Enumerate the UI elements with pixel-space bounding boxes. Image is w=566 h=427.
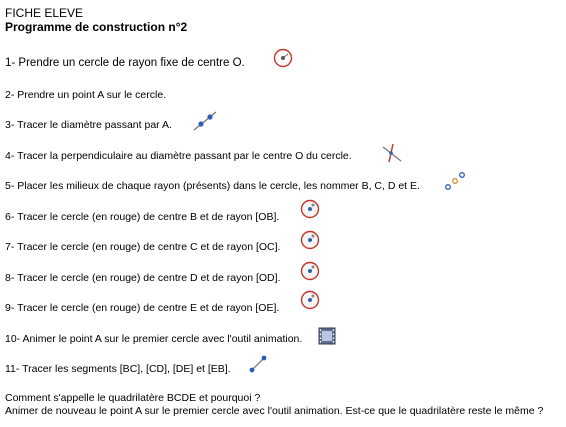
question-2: Animer de nouveau le point A sur le premier cercle avec l'outil animation. Est-ce que le quadrilatère reste le même ? [5,405,544,417]
circle-fixed-radius-icon [272,47,294,69]
step-1: 1- Prendre un cercle de rayon fixe de centre O. [5,57,245,69]
step-9: 9- Tracer le cercle (en rouge) de centre E et de rayon [OE]. [5,302,280,314]
circle-center-point-icon [299,289,321,311]
step-10: 10- Animer le point A sur le premier cercle avec l'outil animation. [5,333,303,345]
step-2: 2- Prendre un point A sur le cercle. [5,89,167,101]
segment-icon [248,354,268,374]
step-11: 11- Tracer les segments [BC], [CD], [DE] et [EB]. [5,363,231,375]
program-title: Programme de construction n°2 [5,20,188,34]
circle-center-point-icon [299,260,321,282]
fiche-title: FICHE ELEVE [5,6,84,20]
step-6: 6- Tracer le cercle (en rouge) de centre B et de rayon [OB]. [5,211,280,223]
circle-center-point-icon [299,229,321,251]
animation-film-icon [318,327,336,345]
question-1: Comment s'appelle le quadrilatère BCDE et pourquoi ? [5,392,261,404]
step-4: 4- Tracer la perpendiculaire au diamètre passant par le centre O du cercle. [5,150,352,162]
midpoint-icon [443,170,467,192]
step-3: 3- Tracer le diamètre passant par A. [5,119,172,131]
line-through-two-points-icon [192,110,218,132]
circle-center-point-icon [299,198,321,220]
perpendicular-line-icon [380,142,404,164]
step-5: 5- Placer les milieux de chaque rayon (présents) dans le cercle, les nommer B, C, D et E. [5,180,420,192]
step-7: 7- Tracer le cercle (en rouge) de centre C et de rayon [OC]. [5,241,281,253]
step-8: 8- Tracer le cercle (en rouge) de centre D et de rayon [OD]. [5,272,281,284]
